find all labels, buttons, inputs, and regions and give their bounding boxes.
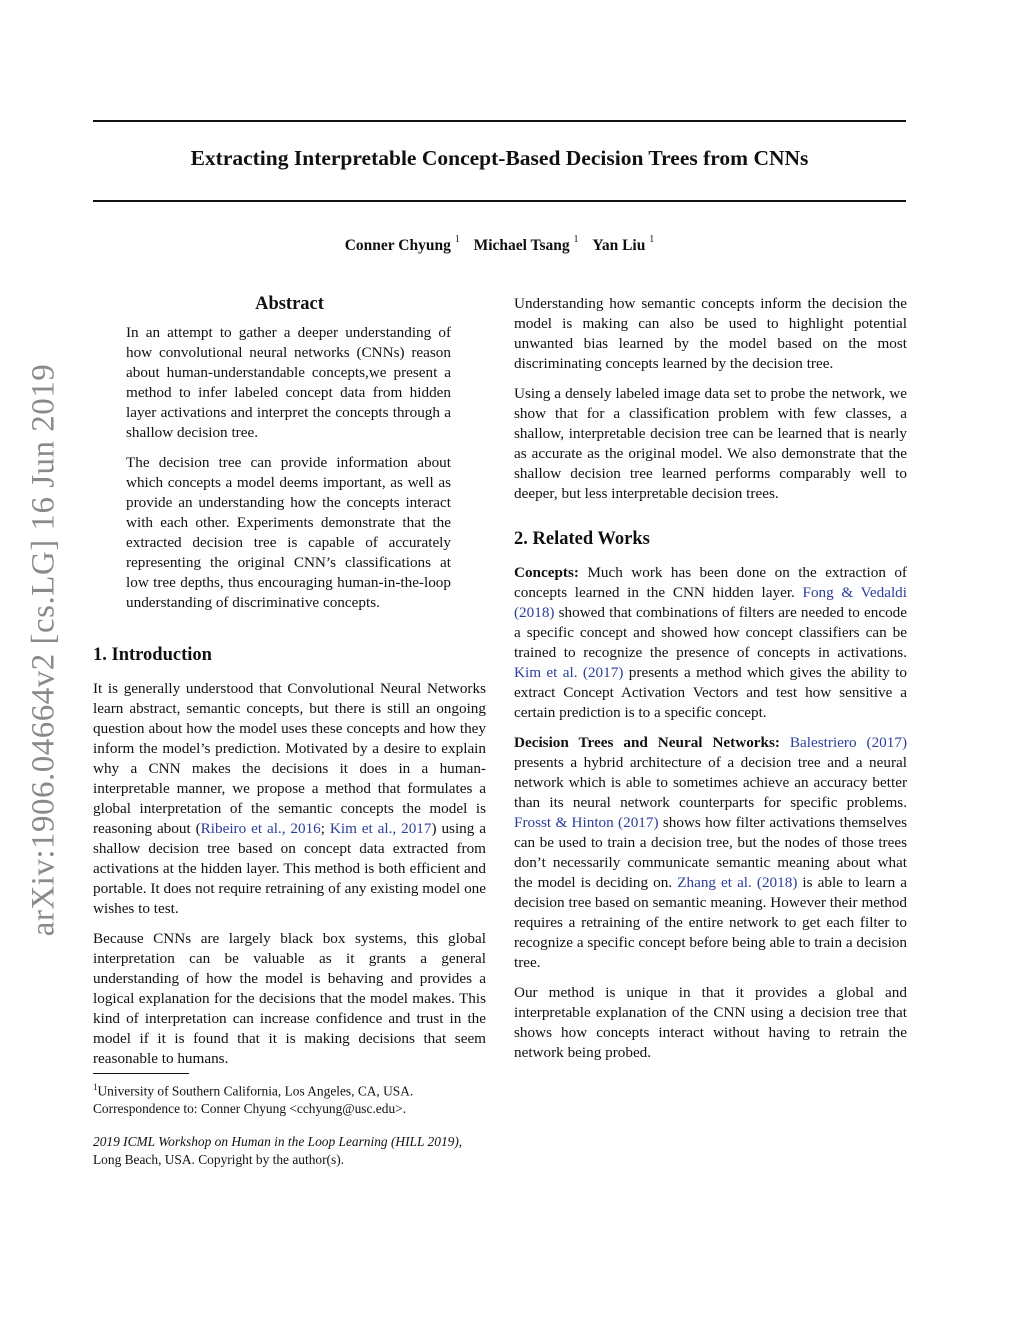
section-heading-introduction: 1. Introduction — [93, 645, 212, 665]
intro-paragraph: Because CNNs are largely black box systems, this global interpretation can be valuable as it grants a general understanding of how the model is behaving and provides a logical explanation for the decisions that the model makes. This kind of interpretation can increase confidence and trust in the model if it is found that it is making decisions that seem reasonable to humans. — [93, 930, 486, 1067]
citation-link[interactable]: Fong & Vedaldi (2018) — [514, 584, 907, 621]
citation-link[interactable]: Kim et al., 2017 — [329, 820, 432, 837]
abstract-paragraph: In an attempt to gather a deeper understanding of how convolutional neural networks (CNNs) reason about human-understandable concepts,we present a method to infer labeled concept data from hidden layer activations and interpret the concepts through a shallow decision tree. — [126, 324, 451, 441]
citation-link[interactable]: Kim et al. (2017) — [514, 664, 624, 681]
author: Michael Tsang $^1$ — [473, 234, 579, 255]
right-column — [514, 294, 907, 1073]
paper-title: Extracting Interpretable Concept-Based Decision Trees from CNNs — [190, 146, 809, 170]
related-paragraph-trees: Decision Trees and Neural Networks: Balestriero (2017) presents a hybrid architecture of a decision tree and a neural network which is able to sometimes achieve an accuracy better than its neural network counterparts for specific problems. Frosst & Hinton (2017) shows how filter activations themselves can be used to train a decision tree, but the nodes of those trees don’t necessarily communicate semantic meaning about what the model is deciding on. Zhang et al. (2018) is able to learn a decision tree based on semantic meaning. However their method requires a retraining of the entire network to get each filter to recognize a specific concept before being able to train a decision tree. — [514, 734, 908, 971]
abstract-paragraph: The decision tree can provide information about which concepts a model deems important, as well as provide an understanding how the concepts interact with each other. Experiments demonstrate that the extracted decision tree is capable of accurately representing the original CNN’s classifications at low tree depths, thus encouraging human-in-the-loop understanding of discriminative concepts. — [126, 454, 451, 611]
abstract-heading: Abstract — [255, 294, 324, 314]
citation-link[interactable]: Ribeiro et al., 2016 — [200, 820, 321, 837]
author: Yan Liu $^1$ — [592, 234, 655, 255]
left-column — [93, 292, 486, 1168]
title-rule-bottom — [93, 200, 906, 202]
citation-link[interactable]: Balestriero (2017) — [789, 734, 908, 751]
related-paragraph-method: Our method is unique in that it provides a global and interpretable explanation of the CNN using a decision tree that shows how concepts interact without having to retrain the network being probed. — [514, 984, 907, 1061]
author-list — [93, 236, 906, 255]
citation-link[interactable]: Zhang et al. (2018) — [677, 874, 798, 891]
section-heading-related-works: 2. Related Works — [514, 529, 650, 549]
footnote-rule — [93, 1073, 189, 1074]
related-paragraph-concepts: Concepts: Much work has been done on the extraction of concepts learned in the CNN hidden layer. Fong & Vedaldi (2018) showed that combinations of filters are needed to encode a specific concept and showed how concept classifiers can be trained to recognize the presence of concepts in activations. Kim et al. (2017) presents a method which gives the ability to extract Concept Activation Vectors and test how sensitive a certain prediction is to a specific concept. — [514, 564, 907, 721]
affiliation-footnote: $^1$University of Southern California, Los Angeles, CA, USA. Correspondence to: Conner Chyung <cchyung@usc.edu>. — [93, 1082, 414, 1116]
citation-link[interactable]: Frosst & Hinton (2017) — [514, 814, 659, 831]
intro-paragraph: Using a densely labeled image data set to probe the network, we show that for a classification problem with few classes, a shallow, interpretable decision tree can be learned that is nearly as accurate as the original model. We also demonstrate that the shallow decision tree learned performs comparably well to deeper, but less interpretable decision trees. — [514, 385, 907, 502]
venue-note: 2019 ICML Workshop on Human in the Loop Learning (HILL 2019), Long Beach, USA. Copyright by the author(s). — [93, 1134, 463, 1167]
intro-paragraph: It is generally understood that Convolutional Neural Networks learn abstract, semantic concepts, but there is still an ongoing question about how the model uses these concepts and how they inform the model’s prediction. Motivated by a desire to explain why a CNN makes the decisions it does in a human-interpretable manner, we propose a method that formulates a global interpretation of the semantic concepts the model is reasoning about (Ribeiro et al., 2016; Kim et al., 2017) using a shallow decision tree based on concept data extracted from activations at the hidden layer. This method is both efficient and portable. It does not require retraining of any existing model one wishes to test. — [93, 680, 487, 917]
author: Conner Chyung $^1$ — [344, 234, 460, 255]
title-rule-top — [93, 120, 906, 122]
intro-paragraph: Understanding how semantic concepts inform the decision the model is making can also be used to highlight potential unwanted bias learned by the model based on the most discriminating concepts learned by the decision tree. — [514, 295, 907, 372]
